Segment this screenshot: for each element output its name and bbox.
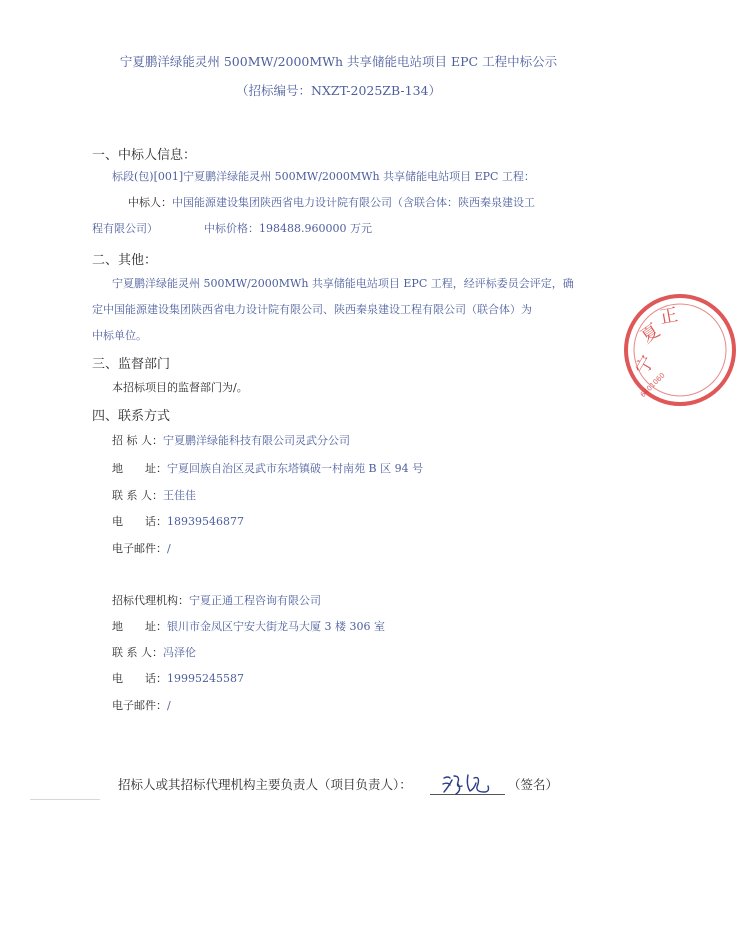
section-1-heading: 一、中标人信息： [92, 148, 197, 163]
tenderer-email-value: / [167, 542, 171, 555]
agency-addr-row [112, 618, 385, 634]
agency-addr-value: 银川市金凤区宁安大街龙马大厦 3 楼 306 室 [167, 620, 385, 633]
tenderer-contact-row [112, 487, 196, 503]
price-label: 中标价格： [204, 222, 259, 235]
tenderer-email-row [112, 540, 171, 556]
tenderer-addr-label: 地 址： [112, 462, 167, 475]
doc-title: 宁夏鹏洋绿能灵州 500MW/2000MWh 共享储能电站项目 EPC 工程中标公示 [119, 54, 558, 69]
signature-prefix: 招标人或其招标代理机构主要负责人（项目负责人）： [118, 777, 412, 792]
agency-name-label: 招标代理机构： [112, 594, 189, 607]
tenderer-contact-label: 联 系 人： [112, 489, 163, 502]
supervision-text: 本招标项目的监督部门为/。 [112, 381, 248, 394]
agency-addr-label: 地 址： [112, 620, 167, 633]
winner-label: 中标人： [128, 196, 172, 209]
winner-value-line1: 中国能源建设集团陕西省电力设计院有限公司（含联合体：陕西秦泉建设工 [172, 196, 535, 209]
agency-email-label: 电子邮件： [112, 699, 167, 712]
svg-text:正: 正 [658, 304, 680, 329]
lot-line: 标段(包)[001]宁夏鹏洋绿能灵州 500MW/2000MWh 共享储能电站项目 EPC 工程： [112, 170, 535, 183]
price-value: 198488.960000 万元 [259, 222, 372, 235]
section-3-heading: 三、监督部门 [92, 357, 171, 372]
scan-mark [30, 799, 100, 800]
agency-name-row [112, 592, 321, 608]
agency-phone-value: 19995245587 [167, 672, 244, 685]
winner-value-line2: 程有限公司） [92, 222, 158, 235]
section-2-heading: 二、其他： [92, 253, 158, 268]
tenderer-name-value: 宁夏鹏洋绿能科技有限公司灵武分公司 [163, 434, 350, 447]
tenderer-phone-row [112, 513, 244, 529]
winner-row [128, 194, 535, 210]
tenderer-addr-value: 宁夏回族自治区灵武市东塔镇破一村南苑 B 区 94 号 [167, 462, 424, 475]
tenderer-email-label: 电子邮件： [112, 542, 167, 555]
handwritten-signature [440, 772, 510, 798]
agency-email-value: / [167, 699, 171, 712]
svg-text:6401060: 6401060 [638, 371, 667, 400]
agency-phone-label: 电 话： [112, 672, 167, 685]
other-para-line1: 宁夏鹏洋绿能灵州 500MW/2000MWh 共享储能电站项目 EPC 工程，经评标委员会评定，确 [112, 277, 574, 290]
agency-contact-label: 联 系 人： [112, 646, 163, 659]
agency-phone-row [112, 670, 244, 686]
section-4-heading: 四、联系方式 [92, 409, 171, 424]
agency-email-row [112, 697, 171, 713]
company-seal [620, 290, 740, 410]
signature-suffix: （签名） [508, 777, 559, 792]
other-para-line2: 定中国能源建设集团陕西省电力设计院有限公司、陕西秦泉建设工程有限公司（联合体）为 [92, 303, 532, 316]
tenderer-phone-value: 18939546877 [167, 515, 244, 528]
tenderer-name-row [112, 432, 350, 448]
winner-price-row [92, 220, 372, 236]
tenderer-contact-value: 王佳佳 [163, 489, 196, 502]
agency-name-value: 宁夏正通工程咨询有限公司 [189, 594, 321, 607]
tender-number: （招标编号：NXZT-2025ZB-134） [236, 83, 441, 98]
tenderer-phone-label: 电 话： [112, 515, 167, 528]
svg-text:夏: 夏 [637, 320, 664, 348]
tenderer-name-label: 招 标 人： [112, 434, 163, 447]
other-para-line3: 中标单位。 [92, 329, 147, 342]
svg-text:宁: 宁 [631, 352, 659, 379]
tenderer-addr-row [112, 460, 423, 476]
agency-contact-value: 冯泽伦 [163, 646, 196, 659]
agency-contact-row [112, 644, 196, 660]
